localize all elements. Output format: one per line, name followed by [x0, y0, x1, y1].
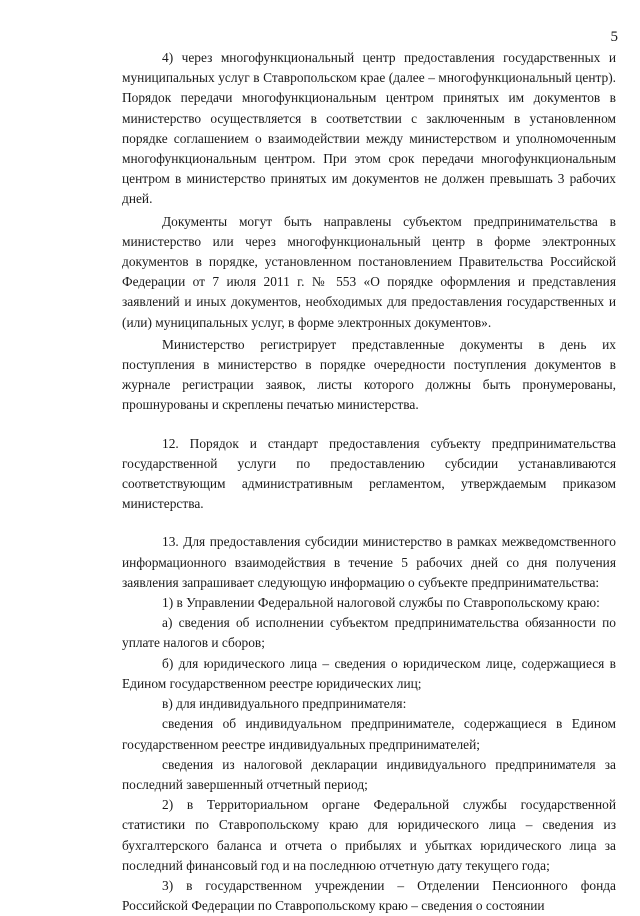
paragraph-subitem-v: в) для индивидуального предпринимателя:: [162, 696, 407, 712]
paragraph-item-13: 13. Для предоставления субсидии министерство в рамках межведомственного информационного взаимодействия в течение 5 рабочих дней со дня получения заявления запрашивает следующую информацию о субъекте предпринимательства:: [122, 534, 616, 590]
paragraph-subitem-a: а) сведения об исполнении субъектом предпринимательства обязанности по уплате налогов и сборов;: [122, 615, 616, 651]
paragraph-ip-registry: сведения об индивидуальном предпринимателе, содержащиеся в Едином государственном реестре индивидуальных предпринимателей;: [122, 716, 616, 752]
paragraph-subitem-b: б) для юридического лица – сведения о юридическом лице, содержащиеся в Едином государственном реестре юридических лиц;: [122, 655, 616, 691]
paragraph-electronic-documents: Документы могут быть направлены субъектом предпринимательства в министерство или через многофункциональный центр в форме электронных документов в порядке, установленном постановлением Правительства Российской Федерации от 7 июля 2011 г. № 553 «О порядке оформления и представления заявлений и иных документов, необходимых для предоставления государственных и (или) муниципальных услуг, в форме электронных документов».: [122, 213, 616, 330]
document-body: [122, 48, 616, 916]
paragraph-item-12: 12. Порядок и стандарт предоставления субъекту предпринимательства государственной услуги по предоставлению субсидии устанавливаются соответствующим административным регламентом, утверждаемым приказом министерства.: [122, 435, 616, 512]
paragraph-submission-mfc: 4) через многофункциональный центр предоставления государственных и муниципальных услуг в Ставропольском крае (далее – многофункциональный центр). Порядок передачи многофункциональным центром принятых им документов в министерство осуществляется в соответствии с заключенным в установленном порядке соглашением о взаимодействии между министерством и уполномоченным многофункциональным центром. При этом срок передачи многофункциональным центром в министерство принятых им документов не должен превышать 3 рабочих дней.: [122, 50, 616, 207]
paragraph-statistics-service: 2) в Территориальном органе Федеральной службы государственной статистики по Ставропольскому краю для юридического лица – сведения из бухгалтерского баланса и отчета о прибылях и убытках юридического лица за последний финансовый год и на последнюю отчетную дату текущего года;: [122, 797, 616, 873]
page-number: 5: [610, 29, 618, 45]
paragraph-ip-tax-declaration: сведения из налоговой декларации индивидуального предпринимателя за последний завершенный отчетный период;: [122, 756, 616, 792]
paragraph-registration: Министерство регистрирует представленные документы в день их поступления в министерство в порядке очередности поступления документов в журнале регистрации заявок, листы которого должны быть пронумерованы, прошнурованы и скреплены печатью министерства.: [122, 336, 616, 413]
paragraph-tax-service: 1) в Управлении Федеральной налоговой службы по Ставропольскому краю:: [162, 595, 600, 611]
paragraph-pension-fund: 3) в государственном учреждении – Отделении Пенсионного фонда Российской Федерации по Ставропольскому краю – сведения о состоянии: [122, 877, 616, 914]
